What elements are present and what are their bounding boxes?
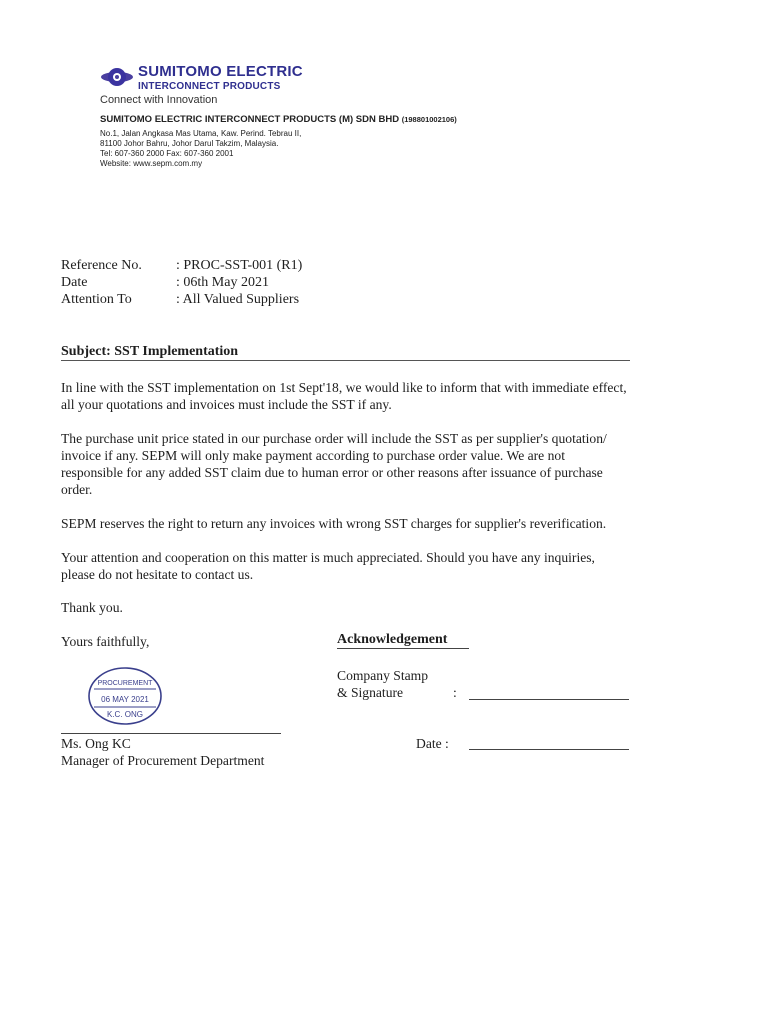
date-label: Date — [61, 275, 88, 290]
stamp-date-text: 06 MAY 2021 — [101, 695, 149, 704]
acknowledgement-heading: Acknowledgement — [337, 632, 448, 647]
ack-date-field-line — [469, 749, 629, 750]
paragraph-1-line-1: In line with the SST implementation on 1st Sept'18, we would like to inform that with immediate effect, — [61, 380, 627, 395]
tagline: Connect with Innovation — [100, 94, 218, 106]
brand-name: SUMITOMO ELECTRIC — [138, 63, 303, 80]
thank-you: Thank you. — [61, 600, 123, 615]
date-value: : 06th May 2021 — [176, 275, 269, 290]
attention-label: Attention To — [61, 292, 132, 307]
signer-name: Ms. Ong KC — [61, 736, 131, 751]
reference-label: Reference No. — [61, 258, 142, 273]
signature-label: & Signature — [337, 685, 404, 700]
website-line: Website: www.sepm.com.my — [100, 159, 203, 168]
paragraph-4-line-2: please do not hesitate to contact us. — [61, 567, 254, 582]
company-name: SUMITOMO ELECTRIC INTERCONNECT PRODUCTS (M) SDN BHD — [100, 114, 400, 125]
paragraph-2-line-4: order. — [61, 482, 93, 497]
company-name-line — [100, 114, 457, 125]
signer-title: Manager of Procurement Department — [61, 753, 265, 768]
reference-value: : PROC-SST-001 (R1) — [176, 258, 303, 273]
paragraph-1-line-2: all your quotations and invoices must include the SST if any. — [61, 397, 392, 412]
company-logo-icon — [100, 66, 134, 88]
paragraph-2-line-2: invoice if any. SEPM will only make payment according to purchase order value. We are not — [61, 448, 565, 463]
paragraph-2-line-1: The purchase unit price stated in our purchase order will include the SST as per supplier's quotation/ — [61, 431, 607, 446]
paragraph-2-line-3: responsible for any added SST claim due to human error or other reasons after issuance of purchase — [61, 465, 603, 480]
stamp-top-text: PROCUREMENT — [97, 680, 153, 687]
brand-subtitle: INTERCONNECT PRODUCTS — [138, 81, 281, 92]
address-line-1: No.1, Jalan Angkasa Mas Utama, Kaw. Perind. Tebrau II, — [100, 129, 302, 138]
subject-underline — [61, 360, 630, 361]
stamp-name-text: K.C. ONG — [106, 710, 144, 719]
company-regno: (198801002106) — [401, 115, 457, 124]
address-line-2: 81100 Johor Bahru, Johor Darul Takzim, Malaysia. — [100, 139, 279, 148]
acknowledgement-underline — [337, 648, 469, 649]
company-stamp-label: Company Stamp — [337, 668, 429, 683]
paragraph-4-line-1: Your attention and cooperation on this matter is much appreciated. Should you have any inquiries, — [61, 550, 595, 565]
ack-date-label: Date : — [416, 736, 449, 751]
phone-fax-line: Tel: 607-360 2000 Fax: 607-360 2001 — [100, 149, 234, 158]
signature-line — [61, 733, 281, 734]
closing: Yours faithfully, — [61, 634, 150, 649]
paragraph-3-line-1: SEPM reserves the right to return any invoices with wrong SST charges for supplier's reverification. — [61, 516, 607, 531]
signature-field-line — [469, 699, 629, 700]
subject-heading: Subject: SST Implementation — [61, 344, 239, 359]
signature-colon: : — [453, 685, 457, 700]
attention-value: : All Valued Suppliers — [176, 292, 300, 307]
procurement-stamp — [86, 665, 164, 727]
